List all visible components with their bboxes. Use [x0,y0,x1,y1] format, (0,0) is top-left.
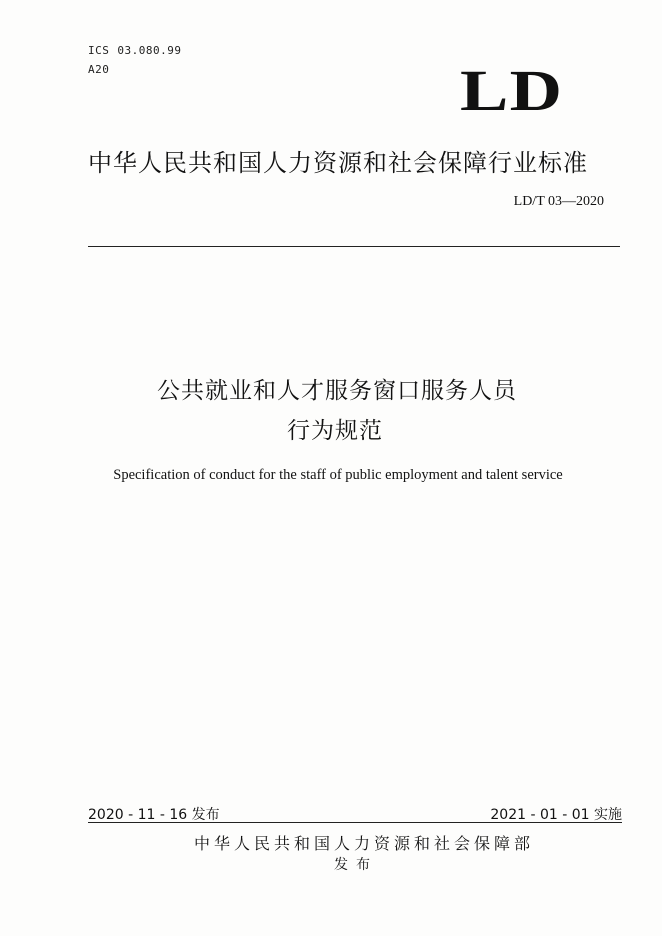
document-title-english: Specification of conduct for the staff of public employment and talent service [113,467,563,483]
header-divider [88,246,620,247]
footer-divider [88,822,622,823]
ics-classification [88,44,181,57]
ld-logo: LD [460,58,564,123]
standard-number: LD/T 03—2020 [513,194,604,209]
ccs-code: A20 [88,63,110,76]
effective-date: 2021 - 01 - 01 实施 [490,807,622,823]
publish-label: 发布 [334,857,378,873]
publisher-name: 中华人民共和国人力资源和社会保障部 [193,834,534,853]
document-title-line-1: 公共就业和人才服务窗口服务人员 [157,378,517,404]
industry-standard-title: 中华人民共和国人力资源和社会保障行业标准 [88,149,588,177]
issue-date: 2020 - 11 - 16 发布 [88,807,220,823]
document-title-line-2: 行为规范 [287,418,383,444]
ics-label: ICS [88,44,110,57]
ics-code: 03.080.99 [117,44,182,57]
